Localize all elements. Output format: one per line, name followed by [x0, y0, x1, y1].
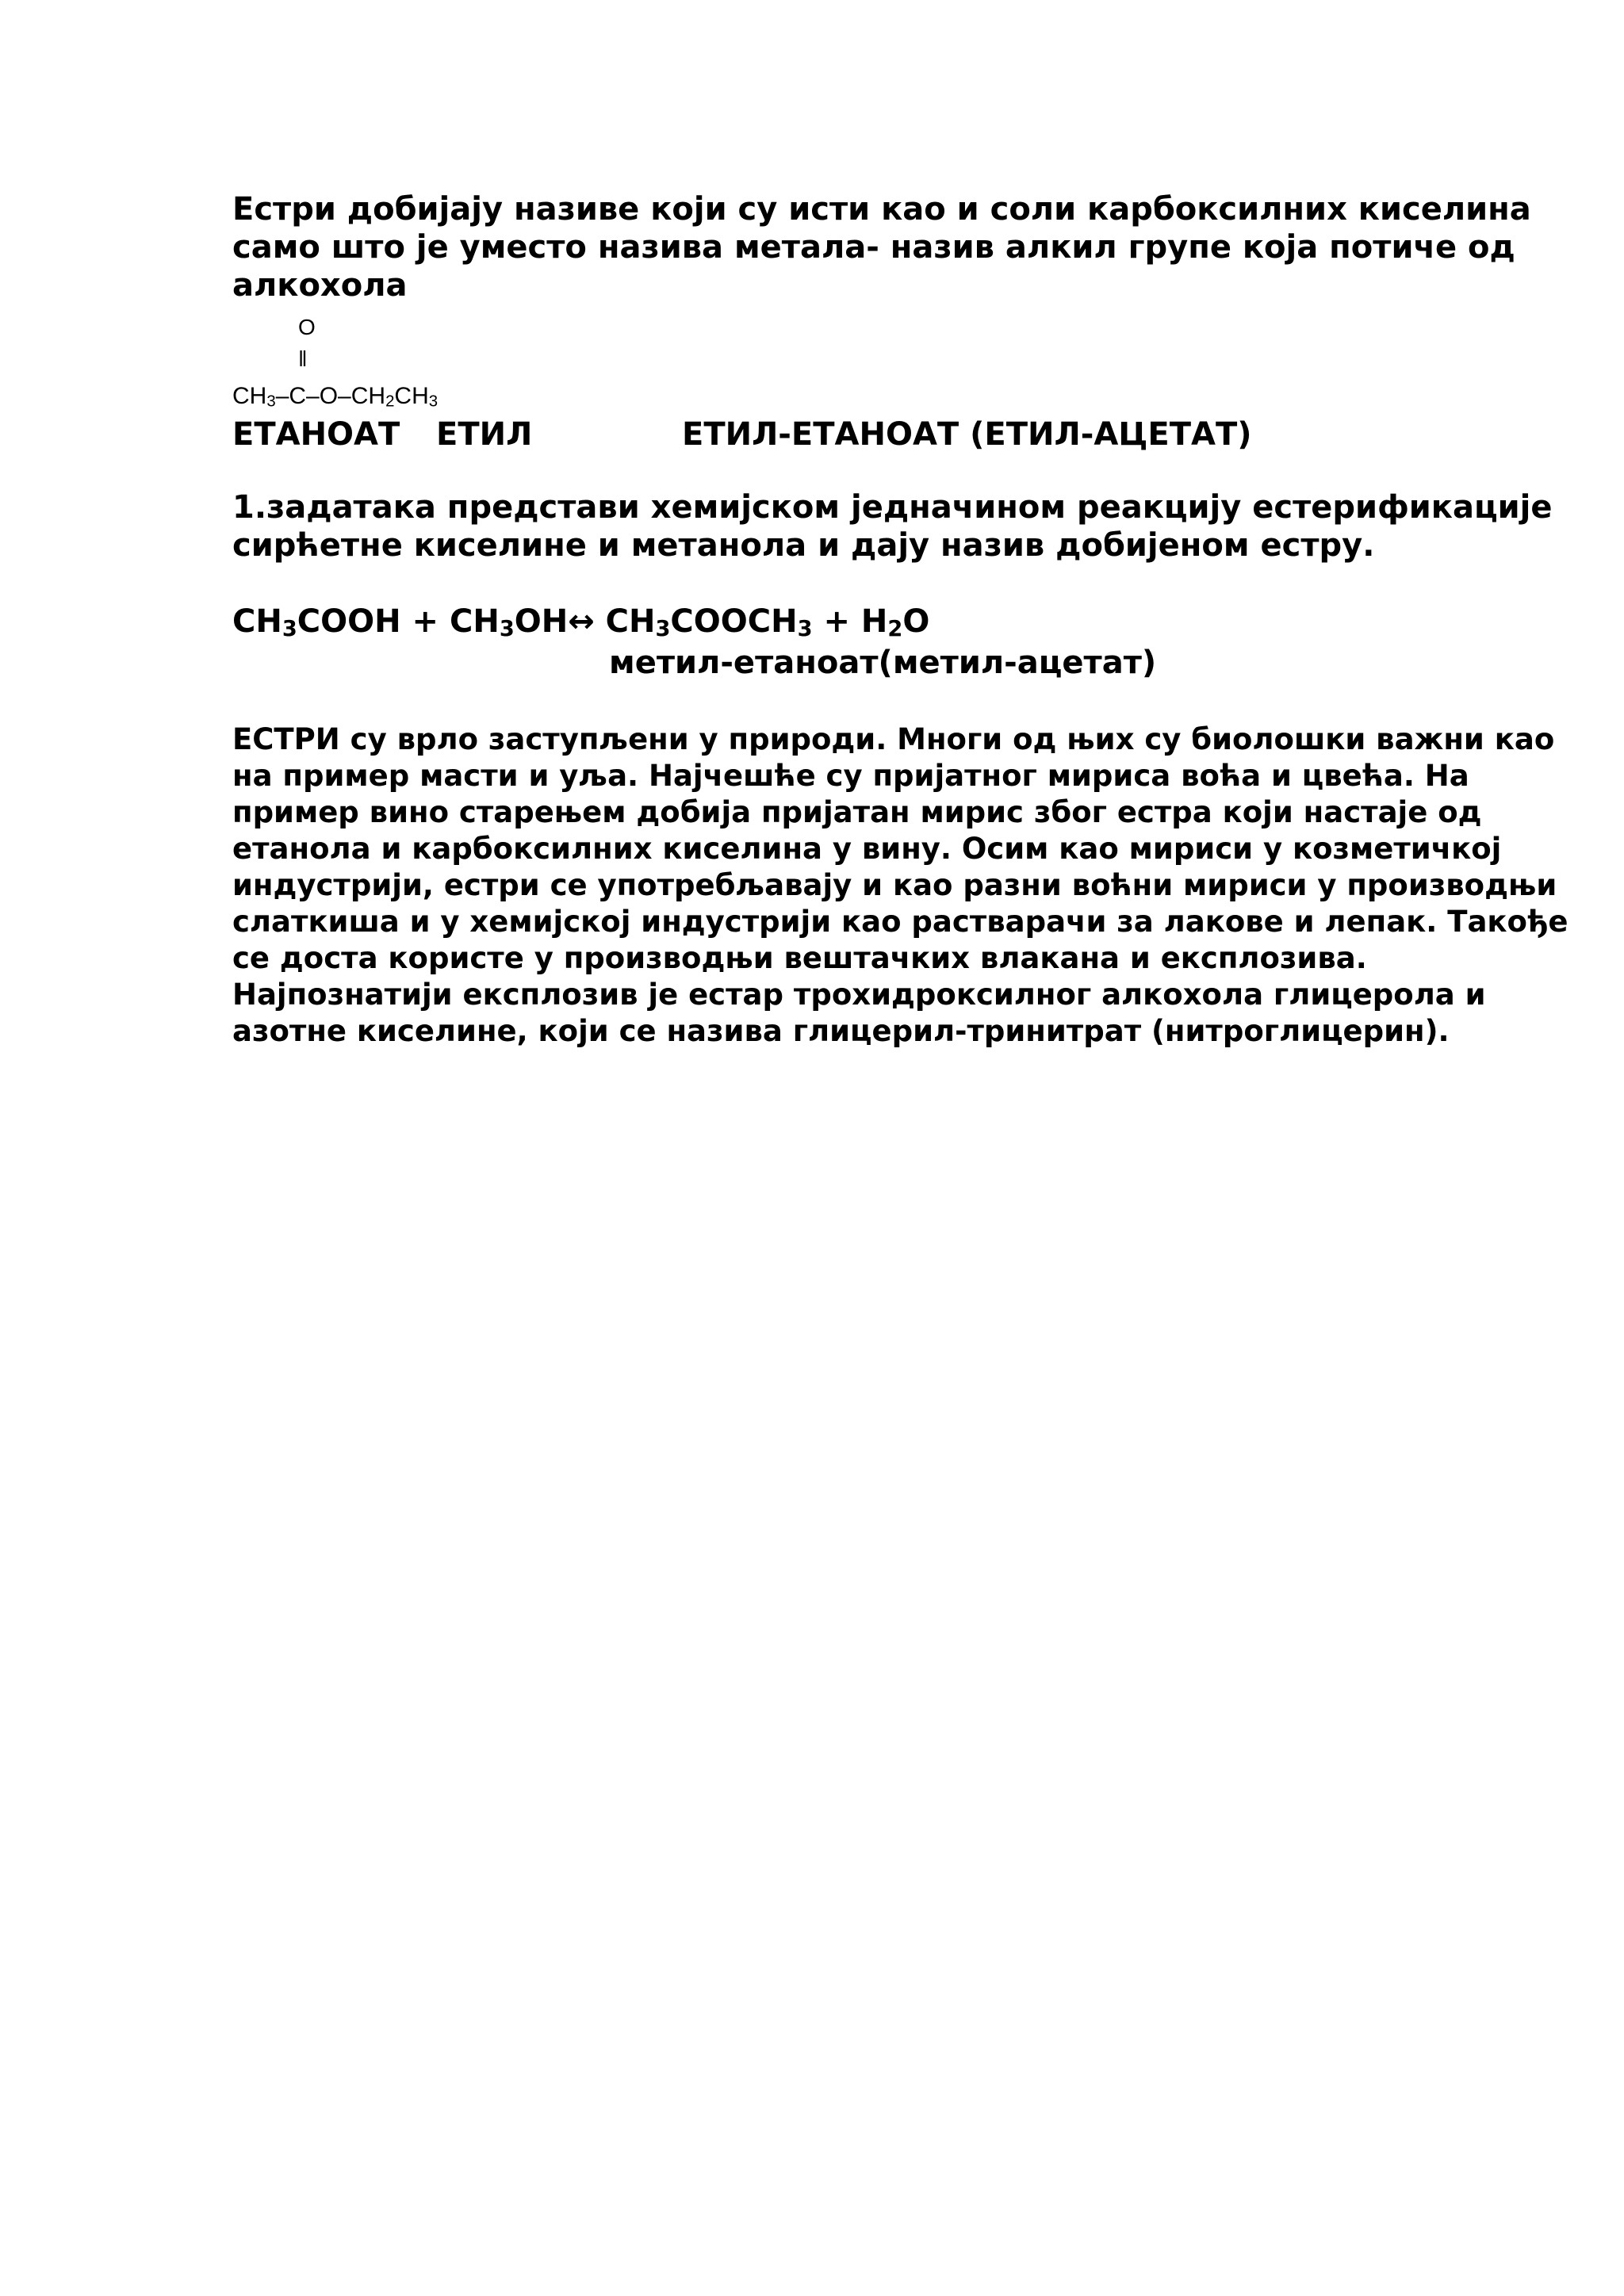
paragraph-line: Најпознатији експлозив је естар трохидроксилног алкохола глицерола и — [232, 978, 1486, 1012]
task-line: 1.задатака представи хемијском једначином реакцију естерификације — [232, 489, 1553, 526]
task-statement — [232, 488, 1580, 564]
formula-subscript: 3 — [428, 392, 439, 411]
intro-line: само што је уместо назива метала- назив алкил групе која потиче од — [232, 229, 1515, 266]
name-full-ester: ЕТИЛ-ЕТАНОАТ (ЕТИЛ-АЦЕТАТ) — [682, 416, 1252, 453]
equation-text: O — [902, 603, 930, 640]
equation-subscript: 2 — [887, 616, 903, 641]
equation-text: COOH + CH — [297, 603, 500, 640]
paragraph-line: се доста користе у производњи вештачких влакана и експлозива. — [232, 941, 1367, 975]
intro-paragraph — [232, 190, 1531, 304]
reaction-equation — [232, 603, 929, 641]
formula-double-bond: ‖ — [298, 346, 308, 371]
equation-subscript: 3 — [282, 616, 297, 641]
equation-subscript: 3 — [499, 616, 515, 641]
paragraph-line: слаткиша и у хемијској индустрији као растварачи за лакове и лепак. Такође — [232, 905, 1568, 939]
formula-text: CH — [394, 383, 429, 409]
equation-text: COOCH — [670, 603, 798, 640]
intro-line: Естри добијају називе који су исти као и соли карбоксилних киселина — [232, 191, 1531, 228]
structural-formula — [232, 382, 438, 411]
paragraph-line: ЕСТРИ су врло заступљени у природи. Многи од њих су биолошки важни као — [232, 722, 1555, 756]
formula-subscript: 2 — [385, 392, 395, 411]
equation-subscript: 3 — [655, 616, 671, 641]
equation-subscript: 3 — [797, 616, 813, 641]
paragraph-line: индустрији, естри се употребљавају и као разни воћни мириси у производњи — [232, 868, 1557, 902]
paragraph-line: азотне киселине, који се назива глицерил-тринитрат (нитроглицерин). — [232, 1014, 1450, 1048]
formula-text: –C–O–CH — [275, 383, 386, 409]
formula-subscript: 3 — [266, 392, 276, 411]
equation-text: OH↔ CH — [514, 603, 656, 640]
intro-line: алкохола — [232, 267, 408, 304]
task-line: сирћетне киселине и метанола и дају назив добијеном естру. — [232, 527, 1375, 564]
equation-text: + H — [812, 603, 888, 640]
product-name: метил-етаноат(метил-ацетат) — [609, 645, 1157, 681]
formula-carbonyl-oxygen: O — [298, 315, 316, 339]
formula-text: CH — [232, 383, 267, 409]
paragraph-line: пример вино старењем добија пријатан мирис због естра који настаје од — [232, 795, 1482, 829]
name-acid-part: ЕТАНОАТ — [232, 416, 400, 453]
esters-paragraph — [232, 721, 1580, 1050]
paragraph-line: на пример масти и уља. Најчешће су пријатног мириса воћа и цвећа. На — [232, 759, 1469, 793]
paragraph-line: етанола и карбоксилних киселина у вину. Осим као мириси у козметичкој — [232, 832, 1502, 866]
equation-text: CH — [232, 603, 282, 640]
name-alkyl-part: ЕТИЛ — [436, 416, 533, 453]
